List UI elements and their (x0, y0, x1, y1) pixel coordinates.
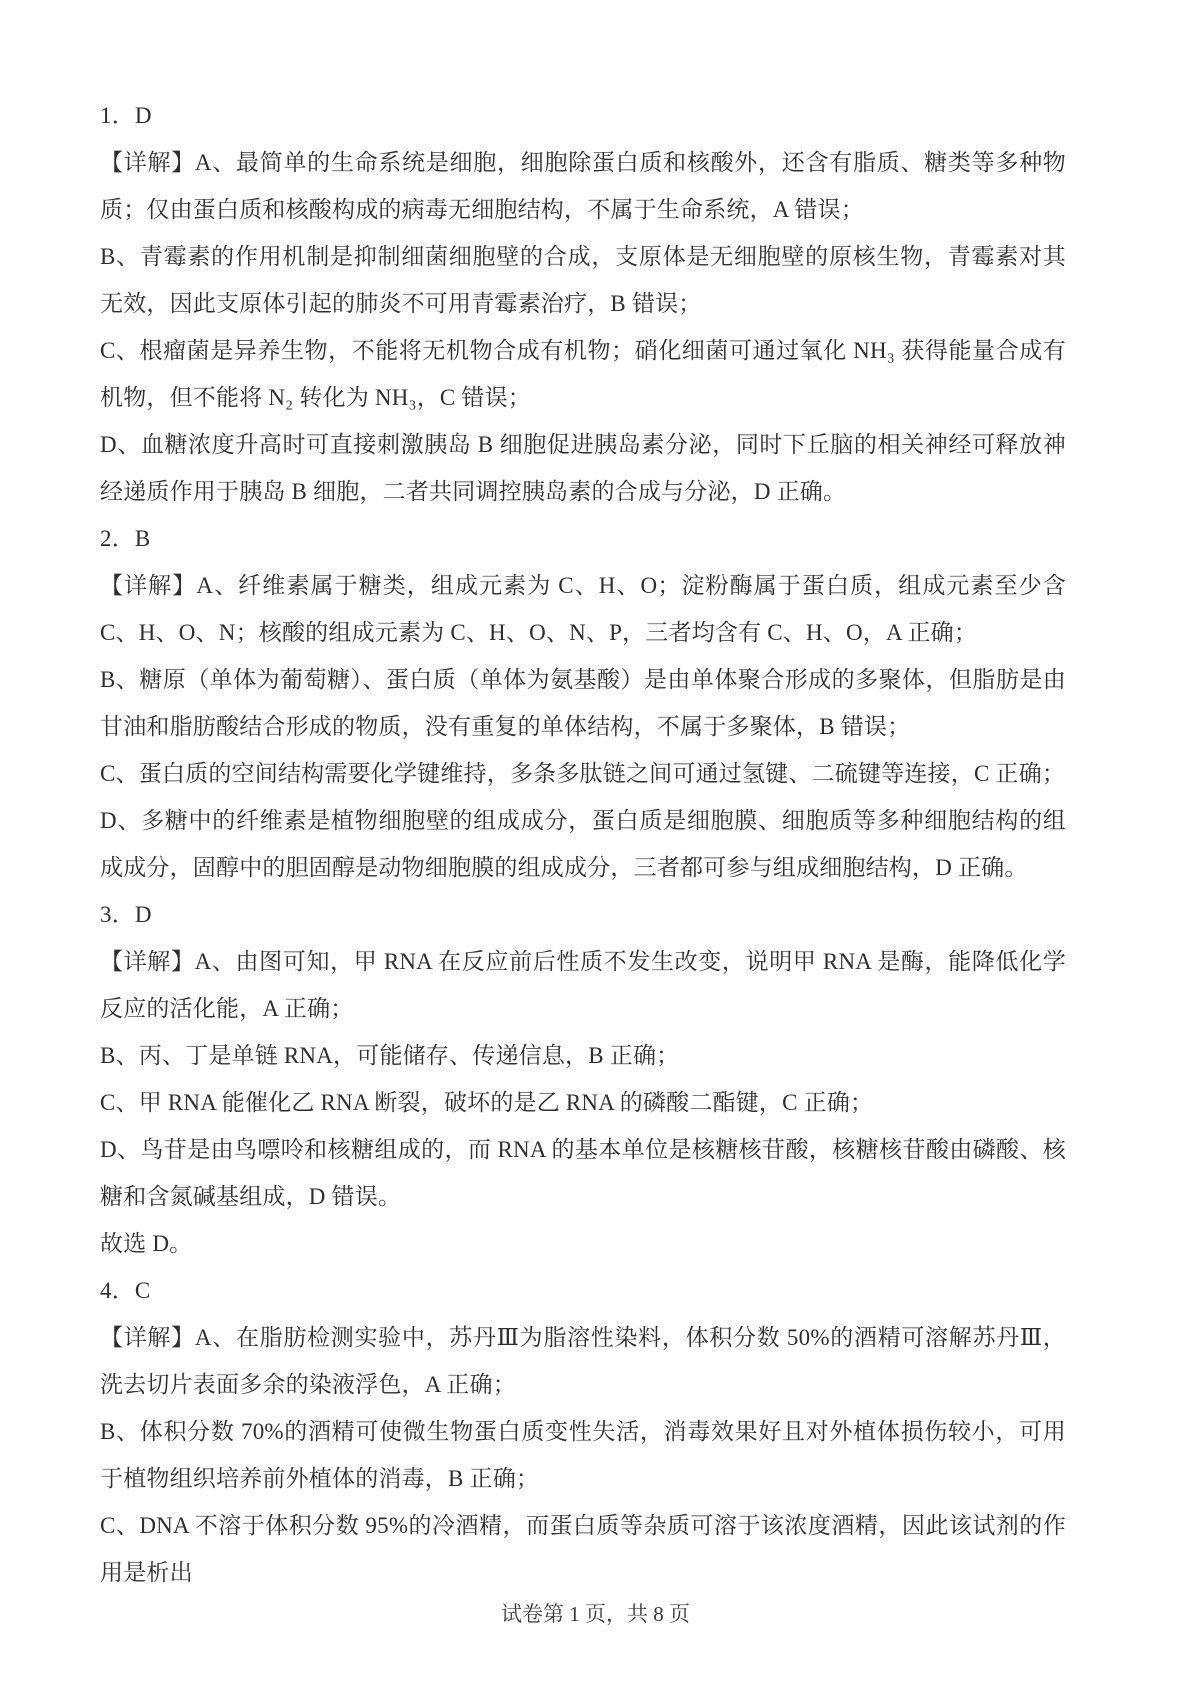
question-2 (100, 515, 1066, 891)
question-3-explanation-b: B、丙、丁是单链 RNA，可能储存、传递信息，B 正确； (100, 1043, 680, 1068)
question-4-answer: 4．C (100, 1278, 151, 1303)
question-1-explanation-a: 【详解】A、最简单的生命系统是细胞，细胞除蛋白质和核酸外，还含有脂质、糖类等多种物质；仅由蛋白质和核酸构成的病毒无细胞结构，不属于生命系统，A 错误； (100, 150, 1066, 222)
question-4-explanation-a: 【详解】A、在脂肪检测实验中，苏丹Ⅲ为脂溶性染料，体积分数 50%的酒精可溶解苏丹Ⅲ，洗去切片表面多余的染液浮色，A 正确； (100, 1325, 1066, 1397)
question-1 (100, 92, 1066, 515)
question-4 (100, 1267, 1066, 1596)
page-number-footer: 试卷第 1 页，共 8 页 (501, 1602, 690, 1626)
question-2-explanation-c: C、蛋白质的空间结构需要化学键维持，多条多肽链之间可通过氢键、二硫键等连接，C 正确； (100, 761, 1066, 786)
question-3-explanation-c: C、甲 RNA 能催化乙 RNA 断裂，破坏的是乙 RNA 的磷酸二酯键，C 正确； (100, 1090, 874, 1115)
question-3-explanation-a: 【详解】A、由图可知，甲 RNA 在反应前后性质不发生改变，说明甲 RNA 是酶，能降低化学反应的活化能，A 正确； (100, 949, 1066, 1021)
question-1-explanation-b: B、青霉素的作用机制是抑制细菌细胞壁的合成，支原体是无细胞壁的原核生物，青霉素对其无效，因此支原体引起的肺炎不可用青霉素治疗，B 错误； (100, 244, 1066, 316)
question-1-explanation-d: D、血糖浓度升高时可直接刺激胰岛 B 细胞促进胰岛素分泌，同时下丘脑的相关神经可释放神经递质作用于胰岛 B 细胞，二者共同调控胰岛素的合成与分泌，D 正确。 (100, 432, 1066, 504)
question-2-explanation-d: D、多糖中的纤维素是植物细胞壁的组成成分，蛋白质是细胞膜、细胞质等多种细胞结构的组成成分，固醇中的胆固醇是动物细胞膜的组成成分，三者都可参与组成细胞结构，D 正确。 (100, 808, 1066, 880)
question-1-explanation-c: C、根瘤菌是异养生物，不能将无机物合成有机物；硝化细菌可通过氧化 NH₃ 获得能量合成有机物，但不能将 N₂ 转化为 NH₃，C 错误； (100, 338, 1066, 410)
question-2-explanation-b: B、糖原（单体为葡萄糖）、蛋白质（单体为氨基酸）是由单体聚合形成的多聚体，但脂肪是由甘油和脂肪酸结合形成的物质，没有重复的单体结构，不属于多聚体，B 错误； (100, 667, 1066, 739)
exam-answer-page (100, 92, 1066, 1596)
question-4-explanation-c: C、DNA 不溶于体积分数 95%的冷酒精，而蛋白质等杂质可溶于该浓度酒精，因此该试剂的作用是析出 (100, 1513, 1066, 1585)
question-3-conclusion: 故选 D。 (100, 1231, 193, 1256)
question-2-answer: 2．B (100, 526, 151, 551)
question-1-answer: 1．D (100, 103, 152, 128)
question-4-explanation-b: B、体积分数 70%的酒精可使微生物蛋白质变性失活，消毒效果好且对外植体损伤较小，可用于植物组织培养前外植体的消毒，B 正确； (100, 1419, 1066, 1491)
question-3-answer: 3．D (100, 902, 152, 927)
question-2-explanation-a: 【详解】A、纤维素属于糖类，组成元素为 C、H、O；淀粉酶属于蛋白质，组成元素至少含 C、H、O、N；核酸的组成元素为 C、H、O、N、P，三者均含有 C、H、O，A 正确； (100, 573, 1066, 645)
question-3 (100, 891, 1066, 1267)
question-3-explanation-d: D、鸟苷是由鸟嘌呤和核糖组成的，而 RNA 的基本单位是核糖核苷酸，核糖核苷酸由磷酸、核糖和含氮碱基组成，D 错误。 (100, 1137, 1066, 1209)
